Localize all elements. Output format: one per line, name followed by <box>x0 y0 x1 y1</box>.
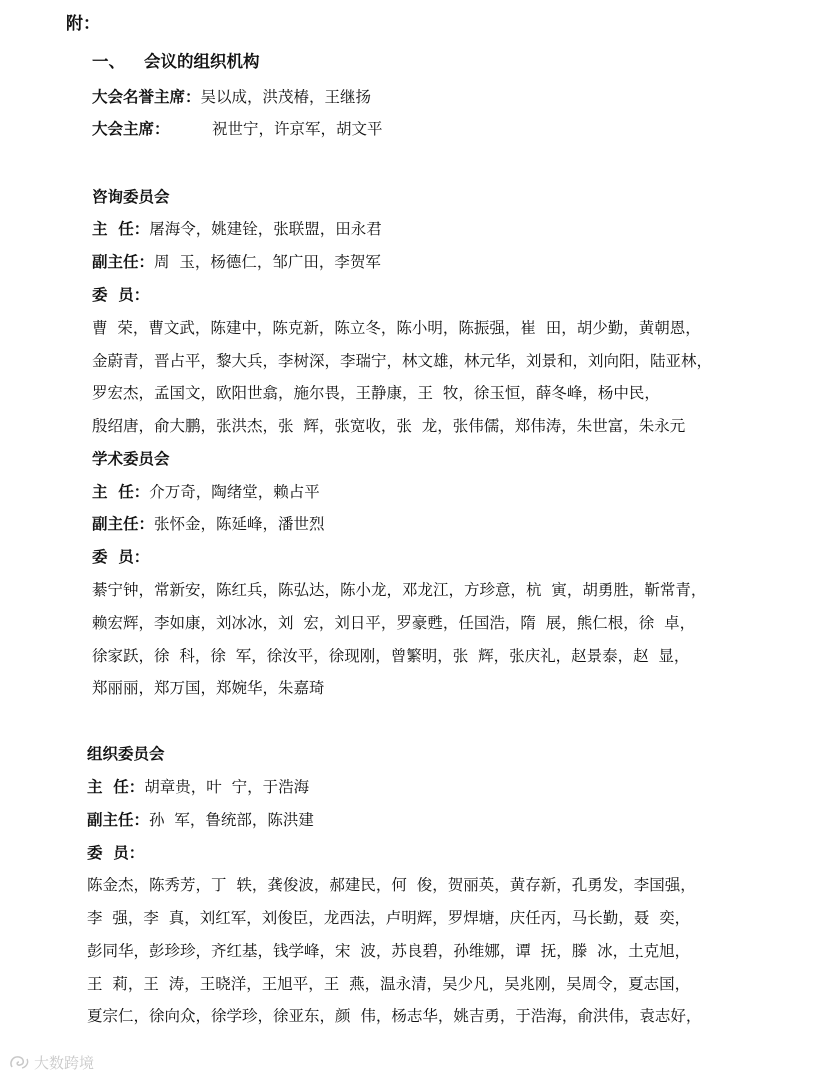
section-number: 一、 <box>92 52 125 71</box>
organizing-vice-names: 孙 军，鲁统部，陈洪建 <box>149 811 314 829</box>
chair-label: 大会主席： <box>92 120 170 138</box>
organizing-members-row: 王 莉，王 涛，王晓洋，王旭平，王 燕，温永清，吴少凡，吴兆刚，吴周令，夏志国， <box>87 975 691 993</box>
academic-vice-names: 张怀金，陈延峰，潘世烈 <box>154 515 325 533</box>
academic-director-line <box>92 481 320 503</box>
advisory-director-names: 屠海令，姚建铨，张联盟，田永君 <box>149 220 382 238</box>
organizing-committee-title: 组织委员会 <box>87 745 165 763</box>
academic-committee-title: 学术委员会 <box>92 450 170 468</box>
organizing-vice-label: 副主任： <box>87 811 150 829</box>
academic-director-label: 主 任： <box>92 483 150 501</box>
honorary-chair-label: 大会名誉主席： <box>92 88 201 106</box>
attachment-heading: 附： <box>66 14 100 34</box>
section-title-text: 会议的组织机构 <box>144 52 260 71</box>
organizing-members-label: 委 员： <box>87 844 145 862</box>
organizing-members-row: 陈金杰，陈秀芳，丁 轶，龚俊波，郝建民，何 俊，贺丽英，黄存新，孔勇发，李国强， <box>87 876 696 894</box>
organizing-vice-line <box>87 809 314 831</box>
section-title <box>92 48 260 72</box>
academic-members-row: 郑丽丽，郑万国，郑婉华，朱嘉琦 <box>92 679 325 697</box>
chair-line <box>92 118 383 140</box>
organizing-members-row: 夏宗仁，徐向众，徐学珍，徐亚东，颜 伟，杨志华，姚吉勇，于浩海，俞洪伟，袁志好， <box>87 1007 702 1025</box>
advisory-members-row: 殷绍唐，俞大鹏，张洪杰，张 辉，张宽收，张 龙，张伟儒，郑伟涛，朱世富，朱永元 <box>92 417 686 435</box>
academic-members-label: 委 员： <box>92 548 150 566</box>
organizing-members-row: 李 强，李 真，刘红军，刘俊臣，龙西法，卢明辉，罗焊塘，庆任丙，马长勤，聂 奕， <box>87 909 691 927</box>
chair-names: 祝世宁，许京军，胡文平 <box>212 120 383 138</box>
advisory-members-row: 罗宏杰，孟国文，欧阳世翕，施尔畏，王静康，王 牧，徐玉恒，薛冬峰，杨中民， <box>92 384 660 402</box>
logo-swirl-icon <box>8 1053 30 1075</box>
honorary-chair-line <box>92 86 371 108</box>
academic-members-row: 赖宏辉，李如康，刘冰冰，刘 宏，刘日平，罗豪甦，任国浩，隋 展，熊仁根，徐 卓， <box>92 614 696 632</box>
honorary-chair-names: 吴以成，洪茂椿，王继扬 <box>200 88 372 106</box>
organizing-director-label: 主 任： <box>87 778 145 796</box>
academic-members-row: 徐家跃，徐 科，徐 军，徐汝平，徐现刚，曾繁明，张 辉，张庆礼，赵景泰，赵 显， <box>92 647 690 665</box>
advisory-members-row: 金蔚青，晋占平，黎大兵，李树深，李瑞宁，林文雄，林元华，刘景和，刘向阳，陆亚林， <box>92 352 713 370</box>
academic-vice-label: 副主任： <box>92 515 155 533</box>
advisory-committee-title: 咨询委员会 <box>92 188 170 206</box>
advisory-members-row: 曹 荣，曹文武，陈建中，陈克新，陈立冬，陈小明，陈振强，崔 田，胡少勤，黄朝恩， <box>92 319 701 337</box>
watermark-text: 大数跨境 <box>34 1054 95 1072</box>
watermark <box>8 1052 94 1075</box>
academic-director-names: 介万奇，陶绪堂，赖占平 <box>149 483 320 501</box>
academic-vice-line <box>92 513 325 535</box>
advisory-members-label: 委 员： <box>92 286 150 304</box>
organizing-members-row: 彭同华，彭珍珍，齐红基，钱学峰，宋 波，苏良碧，孙维娜，谭 抚，滕 冰，土克旭， <box>87 942 691 960</box>
academic-members-row: 綦宁钟，常新安，陈红兵，陈弘达，陈小龙，邓龙江，方珍意，杭 寅，胡勇胜，靳常青， <box>92 581 707 599</box>
advisory-vice-label: 副主任： <box>92 253 155 271</box>
advisory-director-line <box>92 218 382 240</box>
organizing-director-names: 胡章贵，叶 宁，于浩海 <box>144 778 310 796</box>
advisory-vice-line <box>92 251 381 273</box>
advisory-director-label: 主 任： <box>92 220 150 238</box>
organizing-director-line <box>87 776 309 798</box>
advisory-vice-names: 周 玉，杨德仁，邹广田，李贺军 <box>154 253 381 271</box>
